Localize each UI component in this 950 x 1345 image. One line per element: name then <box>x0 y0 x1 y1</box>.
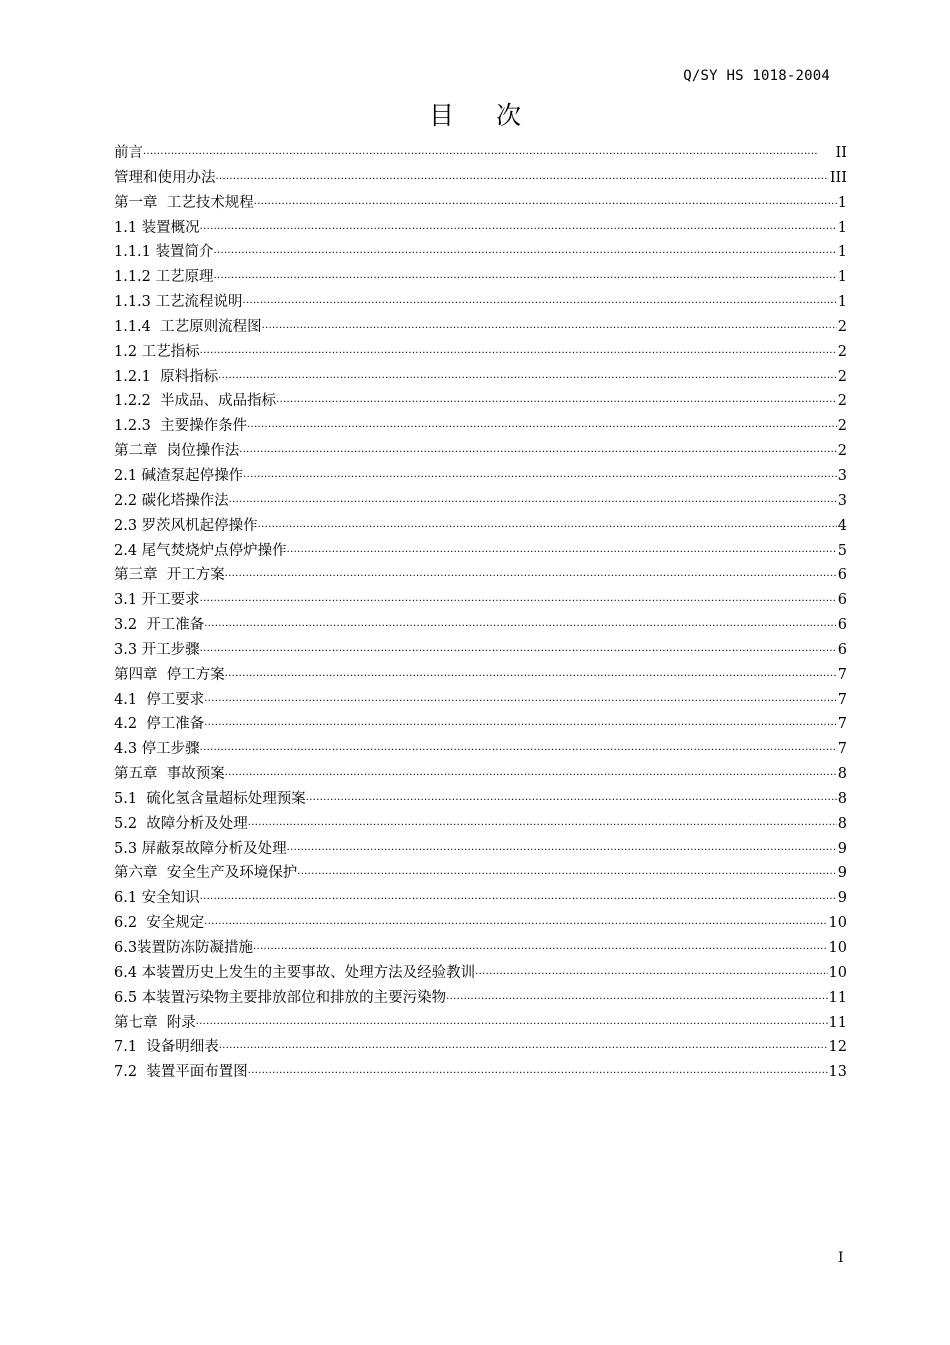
toc-entry-label: 6.5 本装置污染物主要排放部位和排放的主要污染物 <box>114 989 447 1006</box>
toc-entry[interactable] <box>114 613 847 638</box>
toc-entry[interactable] <box>114 712 847 737</box>
toc-entry[interactable] <box>114 414 847 439</box>
toc-entry-label: 1.1.3 工艺流程说明 <box>114 294 243 311</box>
toc-entry-page: III <box>829 169 847 186</box>
dot-leader <box>254 193 837 216</box>
dot-leader <box>239 441 837 464</box>
toc-entry-page: 3 <box>837 492 847 509</box>
dot-leader <box>229 491 837 514</box>
toc-entry[interactable] <box>114 340 847 365</box>
toc-entry-label: 3.2 开工准备 <box>114 617 205 634</box>
toc-entry-label: 第七章 附录 <box>114 1014 196 1031</box>
dot-leader <box>225 665 837 688</box>
toc-entry-label: 5.2 故障分析及处理 <box>114 815 248 832</box>
dot-leader <box>287 541 837 564</box>
dot-leader <box>214 242 837 265</box>
dot-leader <box>276 391 837 414</box>
dot-leader <box>200 218 837 241</box>
toc-entry-label: 2.2 碳化塔操作法 <box>114 492 229 509</box>
toc-entry-label: 第六章 安全生产及环境保护 <box>114 865 298 882</box>
toc-entry[interactable] <box>114 1011 847 1036</box>
toc-entry-label: 6.3装置防冻防凝措施 <box>114 940 254 956</box>
dot-leader <box>196 1013 828 1036</box>
toc-entry-label: 1.2.3 主要操作条件 <box>114 418 248 435</box>
toc-entry[interactable] <box>114 365 847 390</box>
toc-entry-page: II <box>835 145 847 161</box>
toc-entry-page: 2 <box>837 318 847 335</box>
toc-entry[interactable] <box>114 986 847 1011</box>
dot-leader <box>214 267 837 290</box>
dot-leader <box>225 565 837 588</box>
document-code: Q/SY HS 1018-2004 <box>683 68 830 84</box>
toc-entry-page: 11 <box>828 989 847 1006</box>
dot-leader <box>219 1037 828 1060</box>
toc-entry-label: 1.1.2 工艺原理 <box>114 269 214 286</box>
toc-entry-label: 4.3 停工步骤 <box>114 741 200 758</box>
toc-entry-label: 2.4 尾气焚烧炉点停炉操作 <box>114 542 287 559</box>
dot-leader <box>248 814 837 837</box>
dot-leader <box>143 143 835 166</box>
toc-entry-page: 4 <box>837 517 847 534</box>
dot-leader <box>258 516 837 539</box>
dot-leader <box>204 690 836 713</box>
toc-entry-page: 1 <box>837 269 847 286</box>
dot-leader <box>200 888 837 911</box>
toc-entry-page: 6 <box>837 567 847 584</box>
toc-entry[interactable] <box>114 886 847 911</box>
toc-entry[interactable] <box>114 737 847 762</box>
toc-entry-page: 12 <box>828 1039 847 1056</box>
toc-entry-page: 1 <box>837 294 847 311</box>
dot-leader <box>200 590 837 613</box>
dot-leader <box>200 640 837 663</box>
toc-entry[interactable] <box>114 240 847 265</box>
toc-entry-label: 1.2.2 半成品、成品指标 <box>114 393 277 410</box>
page-number: I <box>838 1250 844 1266</box>
toc-entry[interactable] <box>114 141 847 166</box>
toc-entry-label: 1.1.1 装置简介 <box>114 244 214 261</box>
toc-entry-page: 2 <box>837 368 847 385</box>
toc-entry[interactable] <box>114 638 847 663</box>
toc-entry-page: 2 <box>837 443 847 460</box>
toc-entry[interactable] <box>114 1060 847 1085</box>
toc-entry-label: 管理和使用办法 <box>114 169 216 186</box>
dot-leader <box>200 739 837 762</box>
dot-leader <box>200 342 837 365</box>
dot-leader <box>204 913 827 936</box>
toc-entry[interactable] <box>114 588 847 613</box>
toc-entry-label: 1.1.4 工艺原则流程图 <box>114 318 262 335</box>
dot-leader <box>243 292 837 315</box>
toc-entry-page: 5 <box>837 542 847 559</box>
toc-entry-page: 2 <box>837 418 847 435</box>
toc-entry-label: 2.3 罗茨风机起停操作 <box>114 517 258 534</box>
toc-entry[interactable] <box>114 191 847 216</box>
toc-entry-label: 4.1 停工要求 <box>114 691 205 708</box>
dot-leader <box>216 168 829 191</box>
toc-entry-label: 6.2 安全规定 <box>114 915 205 932</box>
toc-entry-label: 3.3 开工步骤 <box>114 641 200 658</box>
toc-entry[interactable] <box>114 166 847 191</box>
toc-entry-page: 7 <box>837 741 847 758</box>
dot-leader <box>247 416 837 439</box>
dot-leader <box>306 789 837 812</box>
dot-leader <box>218 367 837 390</box>
dot-leader <box>225 764 837 787</box>
toc-entry-label: 3.1 开工要求 <box>114 592 200 609</box>
dot-leader <box>287 839 837 862</box>
toc-entry-label: 5.1 硫化氢含量超标处理预案 <box>114 790 306 807</box>
toc-entry-page: 7 <box>837 716 847 733</box>
toc-entry[interactable] <box>114 265 847 290</box>
toc-entry-page: 8 <box>837 790 847 807</box>
toc-entry[interactable] <box>114 290 847 315</box>
toc-entry-page: 1 <box>837 219 847 236</box>
toc-entry-page: 1 <box>837 194 847 211</box>
toc-entry-page: 10 <box>828 915 847 932</box>
toc-entry[interactable] <box>114 489 847 514</box>
toc-entry-label: 1.1 装置概况 <box>114 219 200 236</box>
dot-leader <box>446 988 827 1011</box>
toc-entry[interactable] <box>114 861 847 886</box>
toc-entry-page: 6 <box>837 641 847 658</box>
toc-entry-label: 2.1 碱渣泵起停操作 <box>114 467 244 484</box>
toc-entry-page: 8 <box>837 766 847 783</box>
toc-entry-page: 9 <box>837 865 847 882</box>
toc-entry[interactable] <box>114 389 847 414</box>
toc-entry-page: 6 <box>837 592 847 609</box>
toc-entry-page: 7 <box>837 691 847 708</box>
toc-entry-label: 6.1 安全知识 <box>114 890 200 907</box>
toc-entry[interactable] <box>114 315 847 340</box>
toc-entry-label: 1.2.1 原料指标 <box>114 368 219 385</box>
toc-entry[interactable] <box>114 539 847 564</box>
toc-entry[interactable] <box>114 663 847 688</box>
toc-entry-label: 6.4 本装置历史上发生的主要事故、处理方法及经验教训 <box>114 964 476 981</box>
toc-entry[interactable] <box>114 563 847 588</box>
dot-leader <box>253 938 827 961</box>
dot-leader <box>243 466 837 489</box>
toc-entry-label: 前言 <box>114 145 143 161</box>
toc-entry[interactable] <box>114 936 847 961</box>
toc-entry-label: 第三章 开工方案 <box>114 567 225 584</box>
toc-entry[interactable] <box>114 812 847 837</box>
toc-entry-page: 10 <box>828 964 847 981</box>
toc-entry[interactable] <box>114 464 847 489</box>
toc-entry-label: 第五章 事故预案 <box>114 766 225 783</box>
toc-entry[interactable] <box>114 837 847 862</box>
toc-entry-page: 8 <box>837 815 847 832</box>
toc-entry[interactable] <box>114 1035 847 1060</box>
toc-entry[interactable] <box>114 762 847 787</box>
dot-leader <box>248 1062 828 1085</box>
dot-leader <box>204 714 836 737</box>
toc-entry-page: 9 <box>837 890 847 907</box>
toc-entry[interactable] <box>114 911 847 936</box>
toc-entry[interactable] <box>114 216 847 241</box>
toc-entry[interactable] <box>114 439 847 464</box>
toc-entry-page: 1 <box>837 244 847 261</box>
toc-entry-label: 第二章 岗位操作法 <box>114 443 240 460</box>
page-title: 目 次 <box>429 101 521 130</box>
toc-entry-page: 10 <box>828 940 847 956</box>
toc-entry-page: 6 <box>837 617 847 634</box>
toc-entry-page: 2 <box>837 393 847 410</box>
toc-entry[interactable] <box>114 688 847 713</box>
dot-leader <box>262 317 837 340</box>
toc-entry-label: 5.3 屏蔽泵故障分析及处理 <box>114 840 287 857</box>
toc-entry[interactable] <box>114 514 847 539</box>
toc-entry-page: 13 <box>828 1064 847 1081</box>
toc-entry-label: 第一章 工艺技术规程 <box>114 194 254 211</box>
toc-entry-page: 2 <box>837 343 847 360</box>
toc-entry-label: 4.2 停工准备 <box>114 716 205 733</box>
toc-entry-label: 1.2 工艺指标 <box>114 343 200 360</box>
toc-entry-page: 9 <box>837 840 847 857</box>
toc-entry[interactable] <box>114 961 847 986</box>
toc-entry-label: 第四章 停工方案 <box>114 666 225 683</box>
toc-entry-label: 7.1 设备明细表 <box>114 1039 219 1056</box>
table-of-contents <box>114 141 847 1085</box>
dot-leader <box>204 615 836 638</box>
dot-leader <box>475 963 827 986</box>
toc-entry-page: 3 <box>837 467 847 484</box>
toc-entry-page: 7 <box>837 666 847 683</box>
dot-leader <box>297 863 837 886</box>
toc-entry-label: 7.2 装置平面布置图 <box>114 1064 248 1081</box>
toc-entry-page: 11 <box>828 1014 847 1031</box>
toc-entry[interactable] <box>114 787 847 812</box>
